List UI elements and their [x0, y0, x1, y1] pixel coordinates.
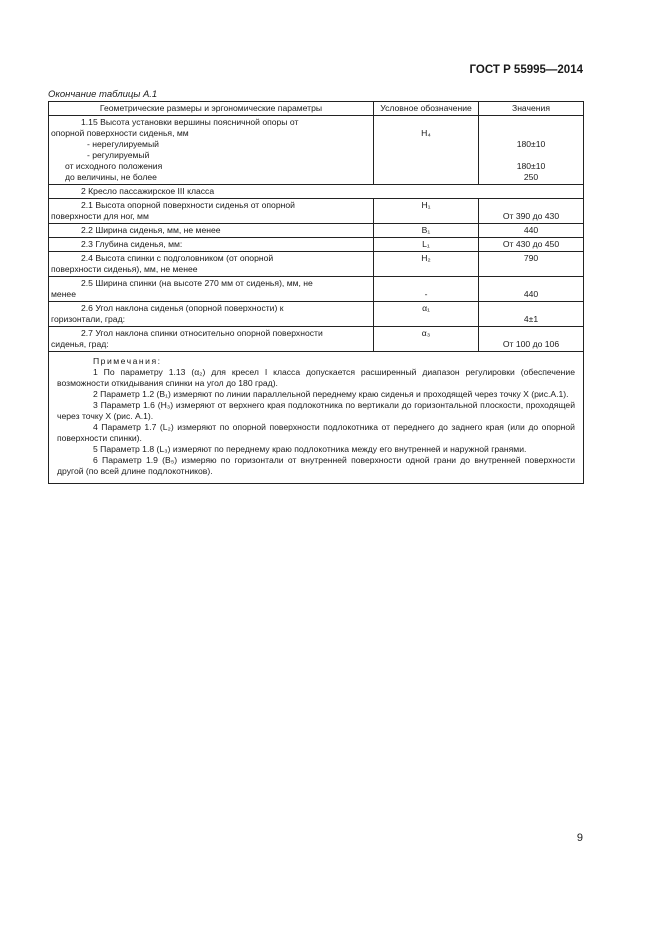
symbol-cell: H₂ — [374, 252, 479, 277]
table-row — [49, 277, 584, 302]
value-cell: 440 — [479, 277, 584, 302]
param-line: 1.15 Высота установки вершины поясничной опоры от — [81, 117, 299, 127]
symbol-cell: B₁ — [374, 224, 479, 238]
symbol-cell: α₃ — [374, 327, 479, 352]
value-cell: 790 — [479, 252, 584, 277]
note-item: 4 Параметр 1.7 (L₂) измеряют по опорной поверхности подлокотника от переднего до заднего края (или до опорной поверхности спинки). — [57, 422, 575, 443]
value-cell: 440 — [479, 224, 584, 238]
symbol-cell — [374, 116, 479, 185]
table-caption: Окончание таблицы А.1 — [48, 89, 158, 100]
value-cell: От 390 до 430 — [479, 199, 584, 224]
param-line: до величины, не более — [65, 172, 157, 182]
param-line: - регулируемый — [87, 150, 150, 160]
table-row — [49, 252, 584, 277]
param-line: опорной поверхности сиденья, мм — [51, 128, 189, 138]
value-cell: От 430 до 450 — [479, 238, 584, 252]
param-line: от исходного положения — [65, 161, 163, 171]
symbol-cell: - — [374, 277, 479, 302]
symbol-cell: α₁ — [374, 302, 479, 327]
note-item: 2 Параметр 1.2 (B₁) измеряют по линии параллельной переднему краю сиденья и проходящей через точку Х (рис.А.1). — [93, 389, 569, 399]
symbol-value: H₄ — [421, 128, 431, 138]
table-row — [49, 199, 584, 224]
note-item: 6 Параметр 1.9 (B₅) измеряю по горизонтали от внутренней поверхности одной грани до внутренней поверхности другой (по всей длине подлокотников). — [57, 455, 575, 476]
page-number: 9 — [576, 832, 583, 844]
param-cell: 2.5 Ширина спинки (на высоте 270 мм от сиденья), мм, не менее — [49, 277, 374, 302]
value-cell: От 100 до 106 — [479, 327, 584, 352]
table-row — [49, 224, 584, 238]
notes-row — [49, 352, 584, 484]
notes-cell — [49, 352, 584, 484]
param-cell — [49, 116, 374, 185]
table-row — [49, 327, 584, 352]
parameters-table — [48, 101, 584, 484]
symbol-cell: H₁ — [374, 199, 479, 224]
section-title: 2 Кресло пассажирское III класса — [49, 185, 584, 199]
param-cell: 2.3 Глубина сиденья, мм: — [49, 238, 374, 252]
table-header-row — [49, 102, 584, 116]
table-row — [49, 302, 584, 327]
value-text: 180±10 — [516, 161, 546, 171]
param-cell: 2.7 Угол наклона спинки относительно опорной поверхности сиденья, град: — [49, 327, 374, 352]
value-text: 250 — [523, 172, 539, 182]
value-text: 180±10 — [516, 139, 546, 149]
table-row — [49, 116, 584, 185]
header-values: Значения — [479, 102, 584, 116]
header-parameters: Геометрические размеры и эргономические параметры — [49, 102, 374, 116]
value-cell: 4±1 — [479, 302, 584, 327]
param-cell: 2.4 Высота спинки с подголовником (от опорной поверхности сиденья), мм, не менее — [49, 252, 374, 277]
section-row — [49, 185, 584, 199]
note-item: 3 Параметр 1.6 (H₃) измеряют от верхнего края подлокотника по вертикали до горизонтальной плоскости, проходящей через точку Х (рис. А.1). — [57, 400, 575, 421]
header-symbol: Условное обозначение — [374, 102, 479, 116]
document-code: ГОСТ Р 55995—2014 — [469, 64, 583, 76]
note-item: 1 По параметру 1.13 (α₂) для кресел I класса допускается расширенный диапазон регулировки (обеспечение возможности откидывания спинки на угол до 180 град). — [57, 367, 575, 388]
param-cell: 2.2 Ширина сиденья, мм, не менее — [49, 224, 374, 238]
note-item: 5 Параметр 1.8 (L₃) измеряют по переднему краю подлокотника между его внутренней и наружной гранями. — [93, 444, 527, 454]
table-row — [49, 238, 584, 252]
notes-title: Примечания: — [93, 356, 162, 366]
symbol-cell: L₁ — [374, 238, 479, 252]
value-cell — [479, 116, 584, 185]
param-cell: 2.6 Угол наклона сиденья (опорной поверхности) к горизонтали, град: — [49, 302, 374, 327]
param-cell: 2.1 Высота опорной поверхности сиденья от опорной поверхности для ног, мм — [49, 199, 374, 224]
param-line: - нерегулируемый — [87, 139, 159, 149]
